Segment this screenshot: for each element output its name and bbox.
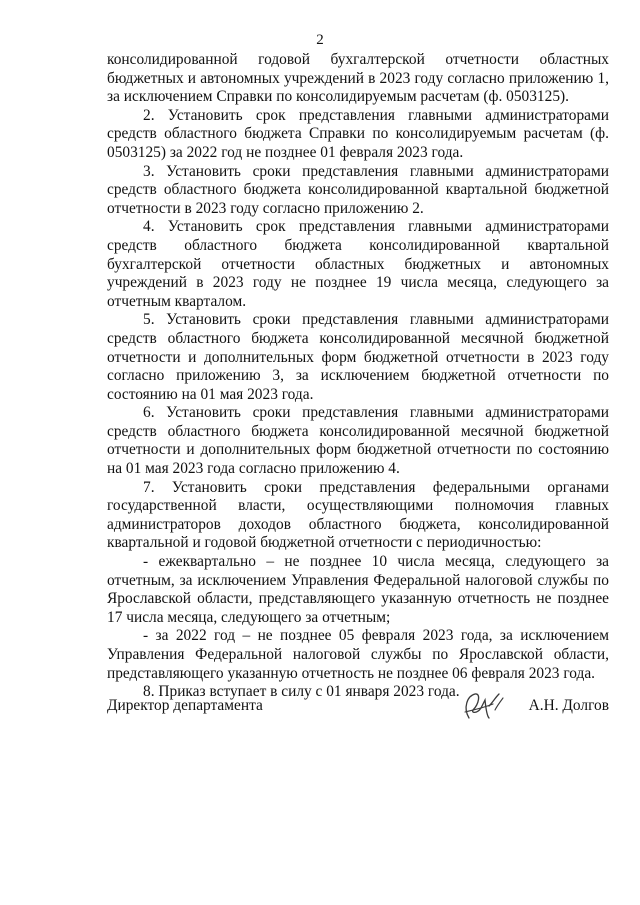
paragraph-item-3: 3. Установить сроки представления главными администраторами средств областного бюджета консолидированной квартальной бюджетной отчетности в 2023 году согласно приложению 2. <box>107 162 609 217</box>
paragraph-item-4: 4. Установить срок представления главными администраторами средств областного бюджета консолидированной квартальной бухгалтерской отчетности областных бюджетных и автономных учреждений в 2023 году не позднее 19 числа месяца, следующего за отчетным кварталом. <box>107 218 609 310</box>
paragraph-item-8: 8. Приказ вступает в силу с 01 января 2023 года. <box>143 683 460 701</box>
signature-stroke <box>465 698 503 712</box>
paragraph-continuation: консолидированной годовой бухгалтерской отчетности областных бюджетных и автономных учреждений в 2023 году согласно приложению 1, за исключением Справки по консолидируемым расчетам (ф. 0503125). <box>107 51 609 106</box>
paragraph-item-2: 2. Установить срок представления главными администраторами средств областного бюджета Справки по консолидируемым расчетам (ф. 0503125) за 2022 год не позднее 01 февраля 2023 года. <box>107 106 609 161</box>
handwritten-signature <box>459 688 507 724</box>
signer-title: Директор департамента <box>107 697 263 714</box>
paragraph-subitem-quarterly: - ежеквартально – не позднее 10 числа месяца, следующего за отчетным, за исключением Управления Федеральной налоговой службы по Ярославской области, представляющего указанную отчетность не позднее 17 числа месяца, следующего за отчетным; <box>107 553 609 626</box>
document-body <box>107 51 609 702</box>
paragraph-subitem-annual: - за 2022 год – не позднее 05 февраля 2023 года, за исключением Управления Федеральной налоговой службы по Ярославской области, представляющего указанную отчетность не позднее 06 февраля 2023 года. <box>107 627 609 682</box>
signature-block <box>107 688 609 728</box>
signature-stroke <box>466 694 499 718</box>
page-number: 2 <box>316 32 324 48</box>
paragraph-item-6: 6. Установить сроки представления главными администраторами средств областного бюджета консолидированной месячной бюджетной отчетности и дополнительных форм бюджетной отчетности по состоянию на 01 мая 2023 года согласно приложению 4. <box>107 404 609 478</box>
signer-name: А.Н. Долгов <box>528 697 609 714</box>
paragraph-item-7: 7. Установить сроки представления федеральными органами государственной власти, осуществляющими полномочия главных администраторов доходов областного бюджета, консолидированной квартальной и годовой бюджетной отчетности с периодичностью: <box>107 478 609 552</box>
paragraph-item-5: 5. Установить сроки представления главными администраторами средств областного бюджета консолидированной месячной бюджетной отчетности и дополнительных форм бюджетной отчетности в 2023 году согласно приложению 3, за исключением бюджетной отчетности по состоянию на 01 мая 2023 года. <box>107 311 609 403</box>
